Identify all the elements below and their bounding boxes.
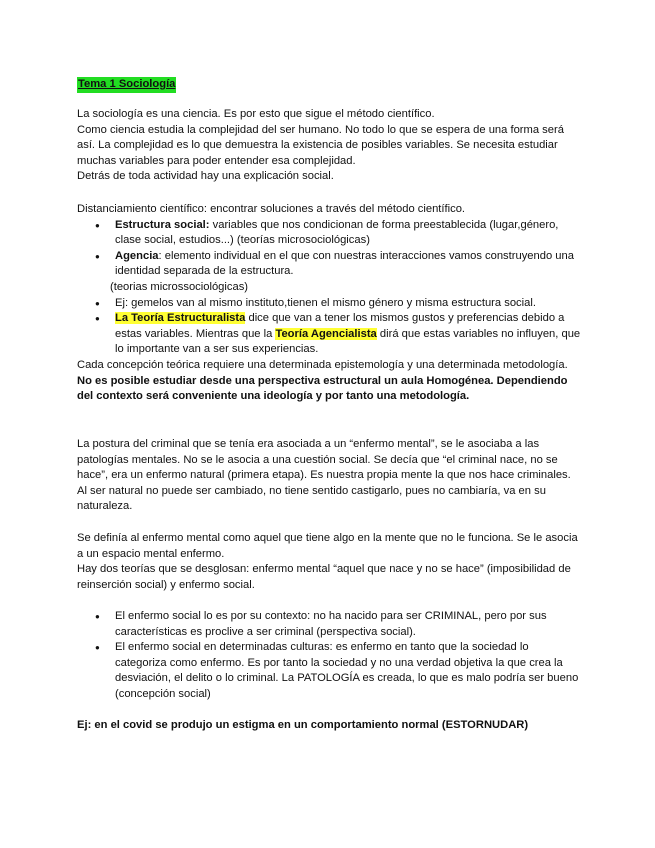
covid-example: Ej: en el covid se produjo un estigma en un comportamiento normal (ESTORNUDAR) [77, 719, 529, 731]
agencia-term: Agencia [115, 249, 159, 262]
estructura-term: Estructura social: [115, 218, 210, 231]
enfermo-section [77, 531, 582, 593]
postura-section [77, 437, 582, 515]
list-item-agencia [77, 249, 582, 280]
concepcion-text: Cada concepción teórica requiere una determinada epistemología y una determinada metodología. [77, 358, 568, 371]
agencia-text: : elemento individual en el que con nuestras interacciones vamos construyendo una identidad separada de la estructura. [115, 249, 574, 278]
distanciamiento-section [77, 202, 582, 405]
list-item-enfermo-social-1: ● El enfermo social lo es por su contexto: no ha nacido para ser CRIMINAL, pero por sus características es proclive a ser criminal (perspectiva social). [77, 609, 582, 640]
intro-line-2: Como ciencia estudia la complejidad del ser humano. No todo lo que se espera de una forma será así. La complejidad es lo que demuestra la existencia de posibles variables. Se necesita estudiar muchas variables para poder entender esa complejidad. [77, 123, 564, 167]
dos-teorias-paragraph: Hay dos teorías que se desglosan: enfermo mental “aquel que nace y no se hace” (imposibilidad de reinserción social) y enfermo social. [77, 563, 571, 591]
enfermo-mental-paragraph: Se definía al enfermo mental como aquel que tiene algo en la mente que no le funciona. Se le asocia a un espacio mental enfermo. [77, 532, 578, 560]
agencia-note: (teorias microssociológicas) [110, 280, 249, 293]
concepcion-paragraph [77, 358, 582, 405]
bullet-list-1b [77, 296, 582, 358]
teoria-estructuralista-highlight: La Teoría Estructuralista [115, 312, 246, 325]
list-item-estructura [77, 218, 582, 249]
list-item-teorias [77, 311, 582, 358]
intro-line-1: La sociología es una ciencia. Es por esto que sigue el método científico. [77, 108, 435, 120]
distanciamiento-text: Distanciamiento científico: encontrar soluciones a través del método científico. [77, 203, 466, 215]
page-title: Tema 1 Sociología [77, 77, 176, 93]
estructura-text: variables que nos condicionan de forma preestablecida (lugar,género, clase social, estudios...) (teorías microsociológicas) [115, 218, 559, 247]
bullet-list-1 [77, 218, 582, 280]
teoria-text-1: dice que van a tener los mismos gustos y preferencias debido a estas variables. Mientras que la [115, 312, 565, 340]
bullet-list-2 [77, 609, 582, 703]
intro-line-3: Detrás de toda actividad hay una explicación social. [77, 170, 334, 183]
intro-section [77, 107, 582, 185]
list-item-enfermo-social-2: ● El enfermo social en determinadas culturas: es enfermo en tanto que la sociedad lo categoriza como enfermo. Es por tanto la sociedad y no una verdad objetiva la que crea la desviación, el delito o lo criminal. La PATOLOGÍA es creada, lo que es malo podría ser bueno (concepción social) [77, 640, 582, 702]
bullet-list-2-section [77, 609, 582, 703]
teoria-text-2: dirá que estas variables no influyen, que lo importante van a ser sus experiencias. [115, 327, 581, 356]
concepcion-bold: No es posible estudiar desde una perspectiva estructural un aula Homogénea. Dependiendo del contexto será conveniente una ideología y por tanto una metodología. [77, 374, 568, 403]
postura-paragraph: La postura del criminal que se tenía era asociada a un “enfermo mental”, se le asociaba a las patologías mentales. No se le asocia a una cuestión social. Se decía que “el criminal nace, no se hace”, era un enfermo natural (primera etapa). Es nuestra propia mente la que nos hace criminales. Al ser natural no puede ser cambiado, no tiene sentido castigarlo, pues no cambiaría, va en su naturaleza. [77, 438, 571, 513]
list-item-ej: ● Ej: gemelos van al mismo instituto,tienen el mismo género y misma estructura social. [77, 296, 582, 312]
teoria-agencialista-highlight: Teoría Agencialista [275, 327, 377, 340]
